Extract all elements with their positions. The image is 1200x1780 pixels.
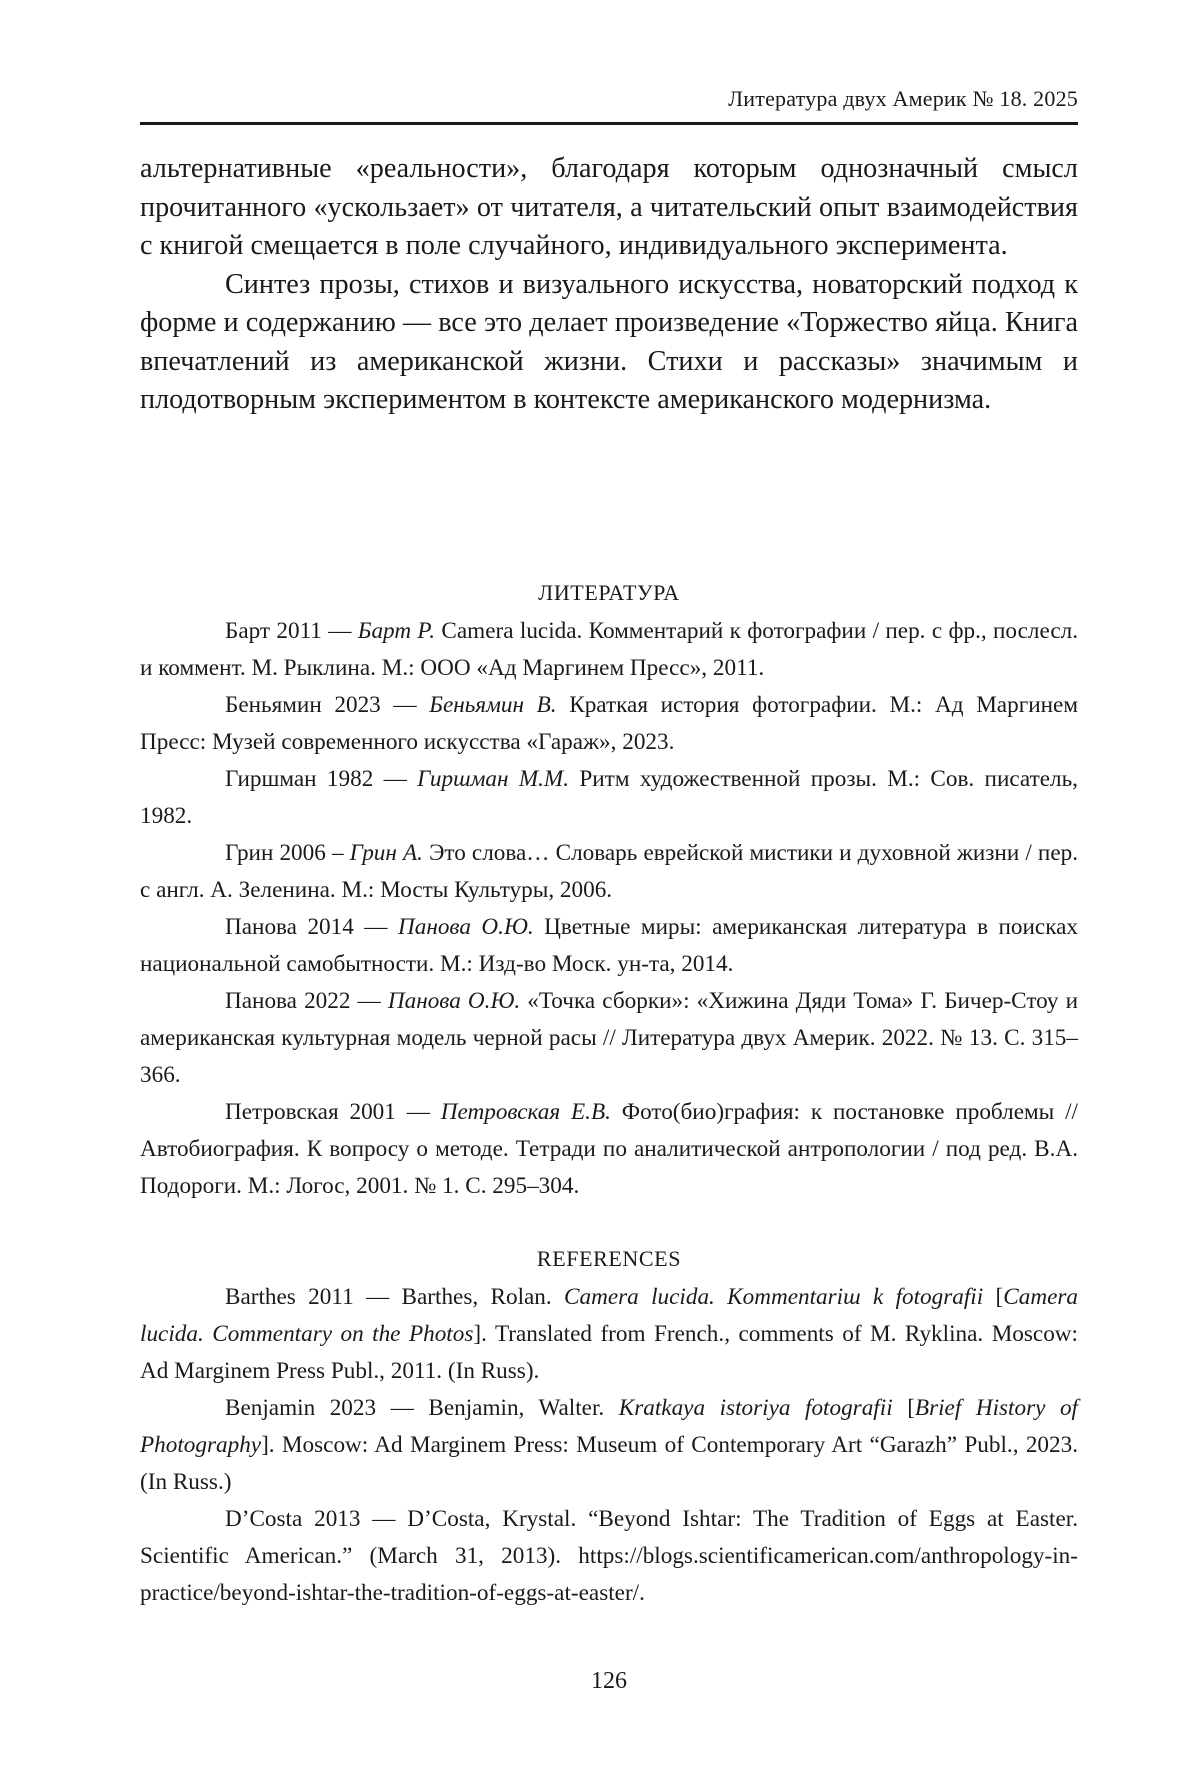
references-heading: REFERENCES: [536, 1246, 682, 1271]
literature-entry: Петровская 2001 — Петровская Е.В. Фото(био)графия: к постановке проблемы // Автобиография. К вопросу о методе. Тетради по аналитической антропологии / под ред. В.А. Подороги. М.: Логос, 2001. № 1. С. 295–304.: [140, 1099, 1078, 1199]
literature-entry: Грин 2006 – Грин А. Это слова… Словарь еврейской мистики и духовной жизни / пер. с англ. А. Зеленина. М.: Мосты Культуры, 2006.: [140, 840, 1079, 903]
body-text: [140, 150, 1078, 420]
literature-list: [140, 613, 1078, 1205]
page-number: 126: [591, 1668, 627, 1694]
reference-entry: Benjamin 2023 — Benjamin, Walter. Kratkaya istoriya fotografii [Brief History of Photography]. Moscow: Ad Marginem Press: Museum of Contemporary Art “Garazh” Publ., 2023. (In Russ.): [140, 1395, 1078, 1495]
running-header: Литература двух Америк № 18. 2025: [728, 86, 1078, 111]
literature-heading: ЛИТЕРАТУРА: [538, 580, 680, 605]
reference-entry: D’Costa 2013 — D’Costa, Krystal. “Beyond Ishtar: The Tradition of Eggs at Easter. Scientific American.” (March 31, 2013). https://blogs.scientificamerican.com/anthropology-in-practice/beyond-ishtar-the-tradition-of-eggs-at-easter/.: [140, 1506, 1078, 1606]
literature-entry: Панова 2022 — Панова О.Ю. «Точка сборки»: «Хижина Дяди Тома» Г. Бичер-Стоу и американская культурная модель черной расы // Литература двух Америк. 2022. № 13. С. 315–366.: [140, 988, 1078, 1088]
literature-entry: Беньямин 2023 — Беньямин В. Краткая история фотографии. М.: Ад Маргинем Пресс: Музей современного искусства «Гараж», 2023.: [140, 692, 1078, 755]
literature-entry: Гиршман 1982 — Гиршман М.М. Ритм художественной прозы. М.: Сов. писатель, 1982.: [140, 766, 1078, 829]
literature-entry: Панова 2014 — Панова О.Ю. Цветные миры: американская литература в поисках национальной самобытности. М.: Изд-во Моск. ун-та, 2014.: [140, 914, 1079, 977]
body-paragraph: альтернативные «реальности», благодаря которым однозначный смысл прочитанного «ускользает» от читателя, а читательский опыт взаимодействия с книгой смещается в поле случайного, индивидуального эксперимента.: [140, 153, 1078, 261]
references-list: [140, 1279, 1078, 1612]
header-rule: [140, 122, 1078, 125]
literature-entry: Барт 2011 — Барт Р. Camera lucida. Комментарий к фотографии / пер. с фр., послесл. и коммент. М. Рыклина. М.: ООО «Ад Маргинем Пресс», 2011.: [140, 618, 1078, 681]
reference-entry: Barthes 2011 — Barthes, Rolan. Camera lucida. Kommentariш k fotografii [Camera lucida. Commentary on the Photos]. Translated from French., comments of M. Ryklina. Moscow: Ad Marginem Press Publ., 2011. (In Russ).: [140, 1284, 1078, 1384]
body-paragraph: Синтез прозы, стихов и визуального искусства, новаторский подход к форме и содержанию — все это делает произведение «Торжество яйца. Книга впечатлений из американской жизни. Стихи и рассказы» значимым и плодотворным экспериментом в контексте американского модернизма.: [140, 268, 1078, 415]
